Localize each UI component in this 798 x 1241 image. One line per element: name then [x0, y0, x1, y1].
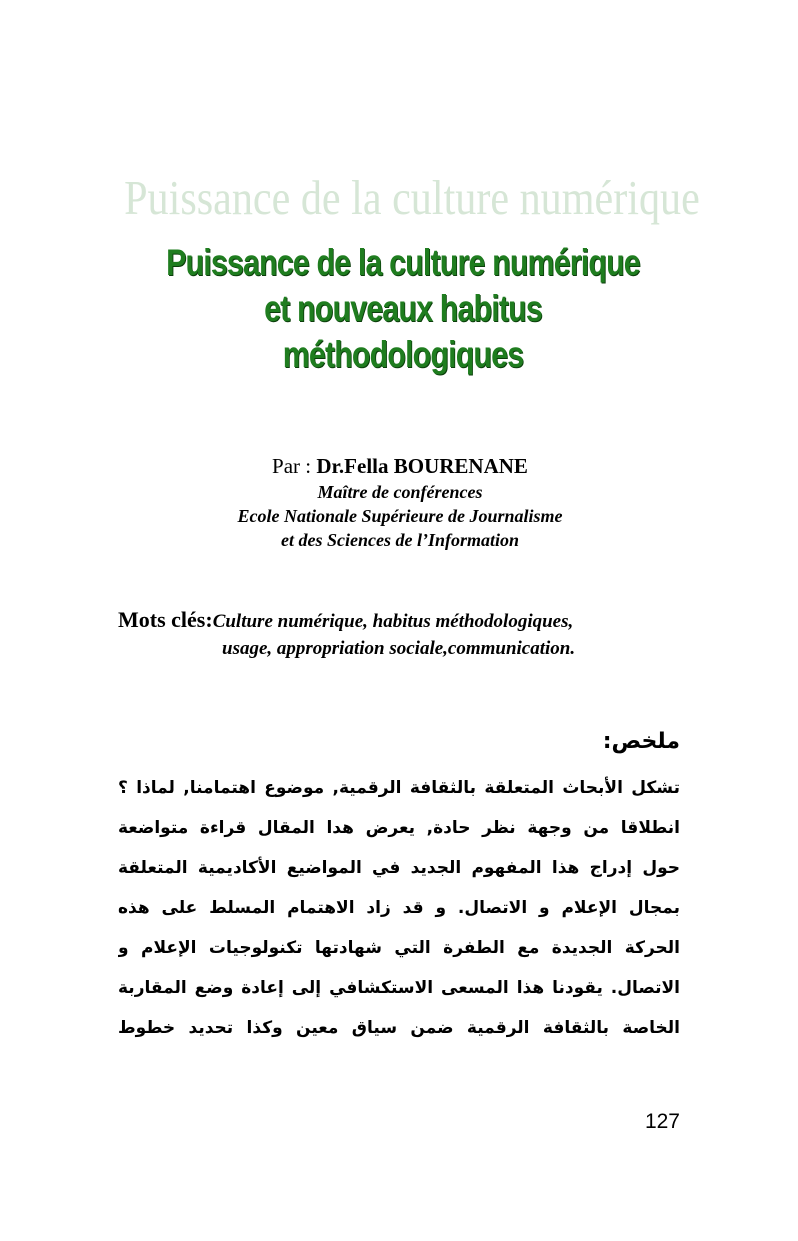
keywords-line-1	[118, 606, 698, 635]
keywords-text-2: usage, appropriation sociale,communication.	[222, 638, 576, 659]
author-block	[100, 452, 700, 552]
arabic-abstract	[118, 722, 680, 1048]
author-role: Maître de conférences	[317, 482, 483, 502]
abstract-line: الاتصال. يقودنا هذا المسعى الاستكشافي إلى إعادة وضع المقاربة	[118, 978, 680, 998]
abstract-line: حول إدراج هذا المفهوم الجديد في المواضيع الأكاديمية المتعلقة	[118, 858, 680, 878]
keywords-label: Mots clés:	[118, 607, 213, 632]
author-line	[100, 452, 700, 480]
abstract-line: بمجال الإعلام و الاتصال. و قد زاد الاهتمام المسلط على هذه	[118, 898, 680, 918]
watermark-title: Puissance de la culture numérique	[124, 170, 700, 225]
author-school-line-2: et des Sciences de l’Information	[281, 530, 519, 550]
keywords-text-1: Culture numérique, habitus méthodologiques,	[212, 611, 574, 632]
author-prefix: Par :	[272, 454, 312, 478]
author-school-line-1: Ecole Nationale Supérieure de Journalisme	[237, 506, 563, 526]
abstract-line: انطلاقا من وجهة نظر حادة, يعرض هدا المقال قراءة متواضعة	[118, 818, 680, 838]
title-line-1: Puissance de la culture numérique	[166, 242, 640, 283]
title-line-2: et nouveaux habitus	[264, 288, 542, 329]
title-line-3: méthodologiques	[282, 334, 524, 375]
article-title	[155, 240, 652, 378]
abstract-heading: ملخص:	[602, 729, 680, 754]
author-name: Dr.Fella BOURENANE	[316, 454, 528, 478]
abstract-line: الخاصة بالثقافة الرقمية ضمن سياق معين وكذا تحديد خطوط	[118, 1018, 680, 1038]
keywords-block	[118, 606, 698, 662]
abstract-line: تشكل الأبحاث المتعلقة بالثقافة الرقمية, موضوع اهتمامنا, لماذا ؟	[118, 778, 680, 798]
page-number: 127	[644, 1110, 680, 1133]
abstract-line: الحركة الجديدة مع الطفرة التي شهادتها تكنولوجيات الإعلام و	[118, 938, 680, 958]
